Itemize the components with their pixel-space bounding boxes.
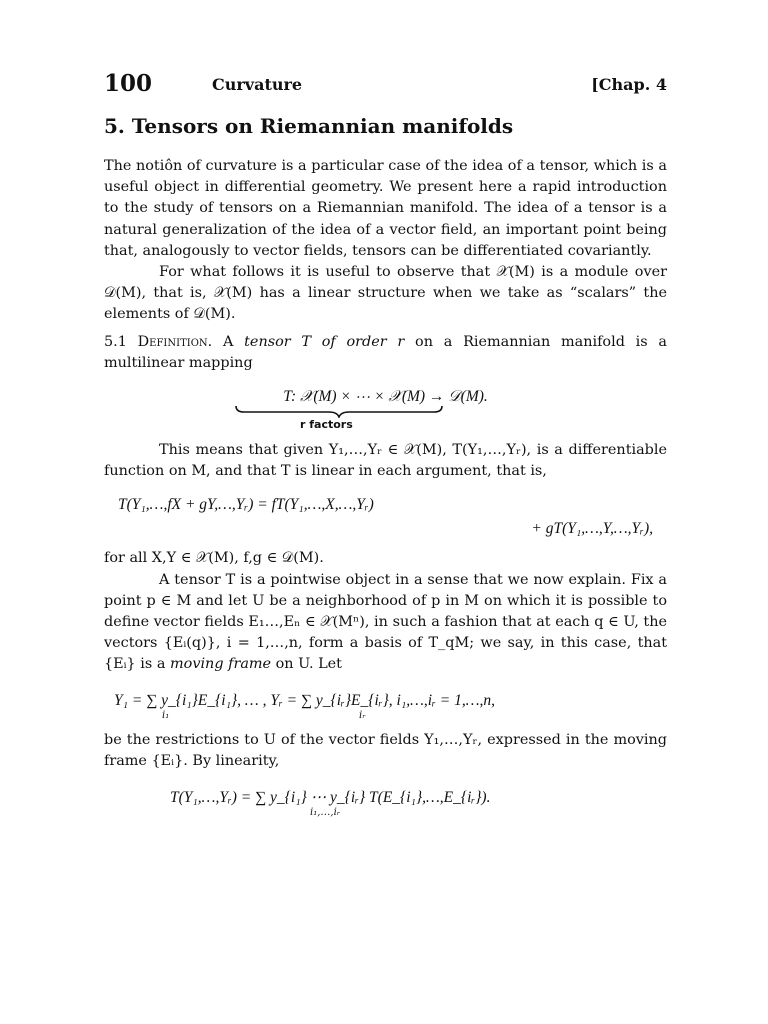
- paragraph-meaning: This means that given Y₁,…,Yᵣ ∈ 𝒳(M), T(Y₁,…,Yᵣ), is a differentiable function on M, and that T is linear in each argument, that is,: [104, 442, 667, 480]
- definition-text-a: A: [222, 333, 245, 350]
- factors-brace: [104, 406, 667, 440]
- sum-index-1: i₁: [162, 709, 170, 721]
- running-title: Curvature: [212, 75, 303, 94]
- multilinear-sum-index: i₁,…,iᵣ: [310, 807, 341, 819]
- frame-expansion-equation: Y₁ = ∑ y_{i₁}E_{i₁}, … , Yᵣ = ∑ y_{iᵣ}E_{iᵣ}, i₁,…,iᵣ = 1,…,n,: [114, 691, 495, 709]
- paragraph-restrictions: be the restrictions to U of the vector fields Y₁,…,Yᵣ, expressed in the moving frame {Eᵢ}. By linearity,: [104, 731, 667, 769]
- moving-frame-term: moving frame: [170, 656, 272, 673]
- linearity-line-1: T(Y₁,…,fX + gY,…,Yᵣ) = fT(Y₁,…,X,…,Yᵣ): [118, 496, 374, 514]
- definition-text-b: on a Riemannian manifold is a multilinear mapping: [104, 333, 667, 371]
- page-number: 100: [104, 70, 153, 97]
- factors-label: r factors: [300, 418, 353, 432]
- definition-5-1: [104, 332, 667, 374]
- tensor-mapping-equation: T: 𝒳(M) × ⋯ × 𝒳(M) → 𝒟(M).: [283, 388, 488, 406]
- linearity-line-2: + gT(Y₁,…,Y,…,Yᵣ),: [531, 520, 653, 538]
- running-header: [104, 70, 667, 100]
- chapter-label: [Chap. 4: [591, 75, 667, 94]
- paragraph-for-all: for all X,Y ∈ 𝒳(M), f,g ∈ 𝒟(M).: [104, 550, 324, 567]
- multilinear-expansion-equation: T(Y₁,…,Yᵣ) = ∑ y_{i₁} ⋯ y_{iᵣ} T(E_{i₁},…,E_{iᵣ}).: [170, 789, 491, 807]
- paragraph-pointwise: [104, 570, 667, 676]
- book-page: [104, 70, 667, 827]
- linearity-equation: [104, 496, 667, 538]
- multilinear-subscript-row: [104, 807, 667, 827]
- sum-index-r: iᵣ: [359, 709, 366, 721]
- pointwise-text: A tensor T is a pointwise object in a sense that we now explain. Fix a point p ∈ M and let U be a neighborhood of p in M on which it is possible to define vector fields E₁…,Eₙ ∈ 𝒳(Mⁿ), in such a fashion that at each q ∈ U, the vectors {Eᵢ(q)}, i = 1,…,n, form a basis of T_qM; we say, in this case, that {Eᵢ} is a: [104, 571, 667, 673]
- frame-expansion-subscripts: [104, 710, 667, 730]
- underbrace-icon: [234, 404, 444, 418]
- definition-label: 5.1 Definition.: [104, 333, 213, 350]
- paragraph-module: For what follows it is useful to observe that 𝒳(M) is a module over 𝒟(M), that is, 𝒳(M) has a linear structure when we take as “scalars” the elements of 𝒟(M).: [104, 264, 667, 323]
- definition-term: tensor T of order r: [244, 333, 405, 350]
- paragraph-intro: The notiôn of curvature is a particular case of the idea of a tensor, which is a useful object in differential geometry. We present here a rapid introduction to the study of tensors on a Riemannian manifold. The idea of a tensor is a natural generalization of the idea of a vector field, an important point being that, analogously to vector fields, tensors can be differentiated covariantly.: [104, 158, 667, 259]
- pointwise-end: on U. Let: [271, 656, 342, 673]
- section-title: 5. Tensors on Riemannian manifolds: [104, 114, 514, 138]
